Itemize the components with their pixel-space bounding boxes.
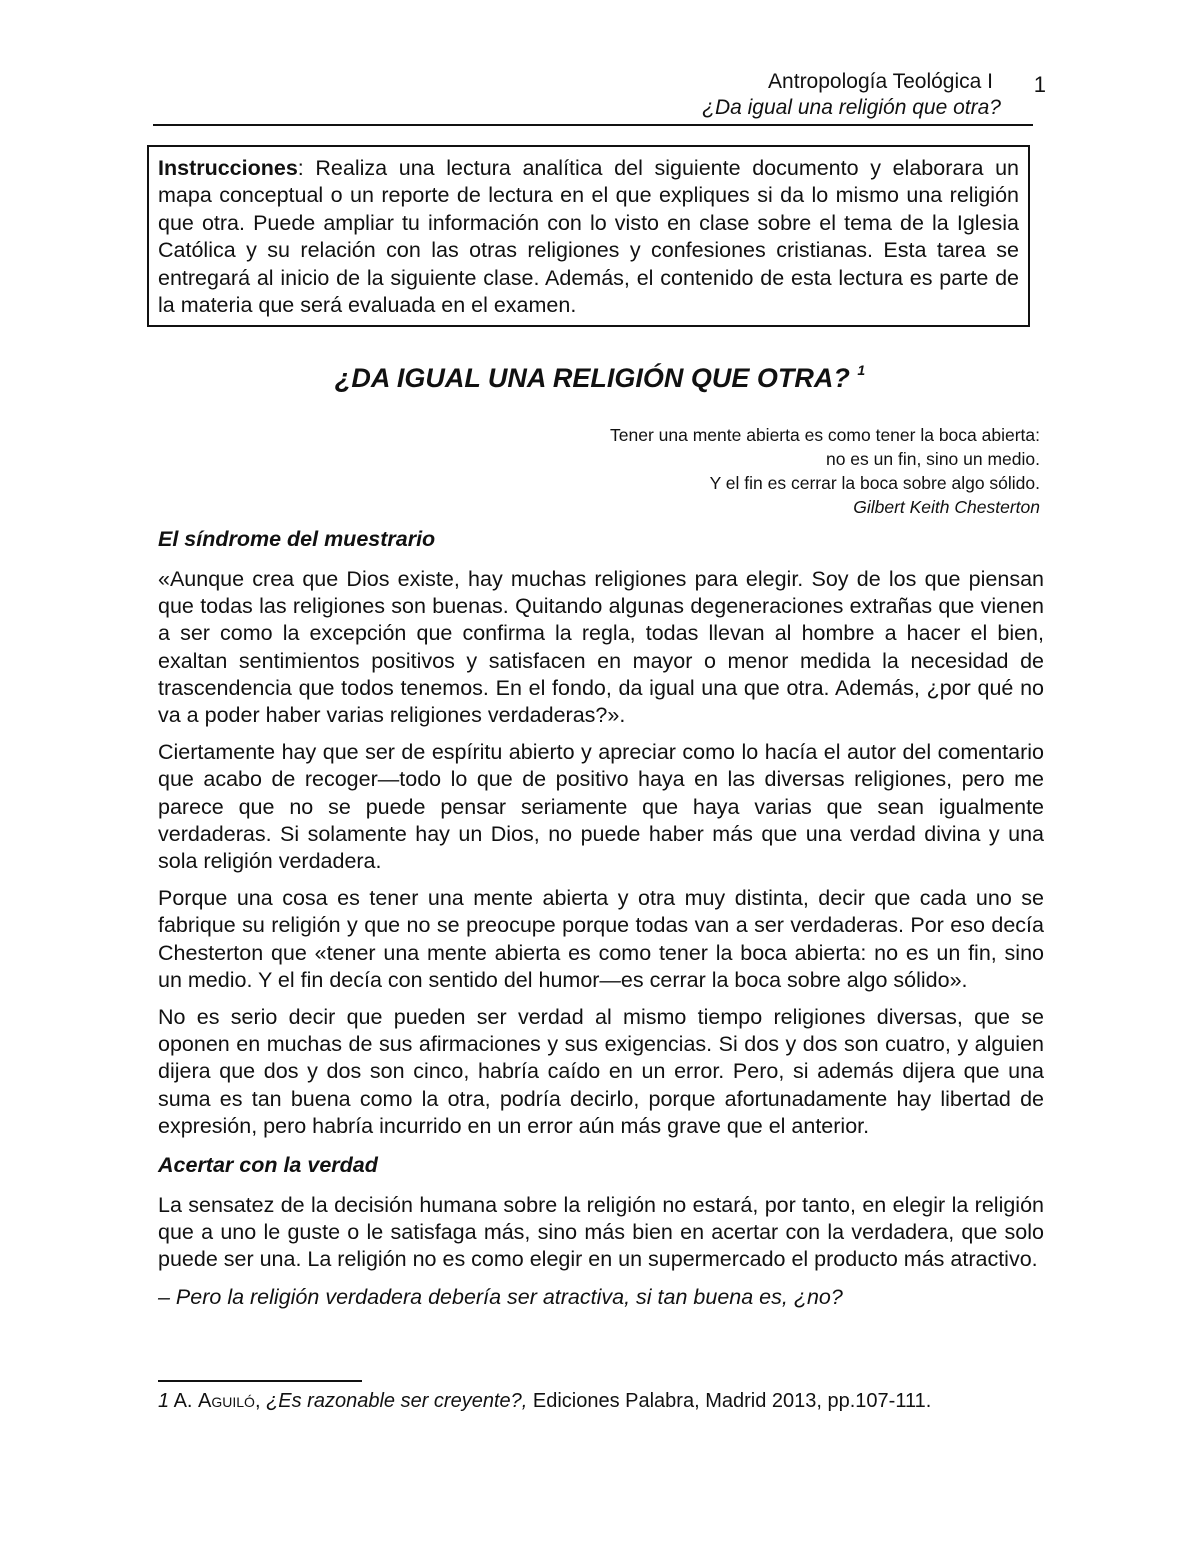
paragraph: Ciertamente hay que ser de espíritu abierto y apreciar como lo hacía el autor del comentario que acabo de recoger—todo lo que de positivo haya en las diversas religiones, pero me parece que no se puede pensar seriamente que haya varias que sean igualmente verdaderas. Si solamente hay un Dios, no puede haber más que una verdad divina y una sola religión verdadera. — [158, 740, 1044, 874]
section-heading: El síndrome del muestrario — [158, 527, 436, 551]
epigraph-author: Gilbert Keith Chesterton — [853, 497, 1040, 517]
paragraph: «Aunque crea que Dios existe, hay muchas religiones para elegir. Soy de los que piensan que todas las religiones son buenas. Quitando algunas degeneraciones extrañas que vienen a ser como la excepción que confirma la regla, todas llevan al hombre a hacer el bien, exaltan sentimientos positivos y satisfacen en mayor o menor medida la necesidad de trascendencia que todos tenemos. En el fondo, da igual una que otra. Además, ¿por qué no va a poder haber varias religiones verdaderas?». — [158, 567, 1044, 728]
document-title — [0, 362, 1200, 394]
title-footnote-mark[interactable]: 1 — [857, 362, 866, 378]
footnote-book-title: ¿Es razonable ser creyente?, — [266, 1390, 528, 1412]
instructions-box — [147, 145, 1030, 327]
section-heading: Acertar con la verdad — [158, 1153, 378, 1178]
footnote-author-surname: Aguiló — [198, 1390, 255, 1412]
page-header — [153, 66, 1046, 126]
footnote-author-initial: A. — [173, 1390, 199, 1412]
page-number: 1 — [1033, 72, 1046, 97]
dialog-line: – Pero la religión verdadera debería ser atractiva, si tan buena es, ¿no? — [158, 1284, 843, 1309]
epigraph — [610, 423, 1040, 519]
footnote-rule — [158, 1380, 362, 1382]
course-title: Antropología Teológica I — [768, 70, 993, 93]
instructions-label: Instrucciones — [158, 156, 298, 180]
instructions-text: : Realiza una lectura analítica del siguiente documento y elaborara un mapa conceptual o un reporte de lectura en el que expliques si da lo mismo una religión que otra. Puede ampliar tu información con lo visto en clase sobre el tema de la Iglesia Católica y su relación con las otras religiones y confesiones cristianas. Esta tarea se entregará al inicio de la siguiente clase. Además, el contenido de esta lectura es parte de la materia que será evaluada en el examen. — [158, 156, 1019, 318]
paragraph: No es serio decir que pueden ser verdad al mismo tiempo religiones diversas, que se oponen en muchas de sus afirmaciones y sus exigencias. Si dos y dos son cuatro, y alguien dijera que dos y dos son cinco, habría caído en un error. Pero, si además dijera que una suma es tan buena como la otra, podría decirlo, porque afortunadamente hay libertad de expresión, pero habría incurrido en un error aún más grave que el anterior. — [158, 1005, 1044, 1138]
epigraph-line: Tener una mente abierta es como tener la boca abierta: — [610, 425, 1040, 445]
footnote-separator: , — [254, 1390, 267, 1412]
epigraph-line: Y el fin es cerrar la boca sobre algo sólido. — [709, 473, 1040, 493]
body-content — [158, 524, 1044, 1321]
footnote-publication: Ediciones Palabra, Madrid 2013, pp.107-111. — [527, 1390, 932, 1412]
paragraph: La sensatez de la decisión humana sobre la religión no estará, por tanto, en elegir la religión que a uno le guste o le satisfaga más, sino más bien en acertar con la verdadera, que solo puede ser una. La religión no es como elegir en un supermercado el producto más atractivo. — [158, 1193, 1044, 1272]
title-text: ¿DA IGUAL UNA RELIGIÓN QUE OTRA? — [334, 363, 850, 393]
epigraph-line: no es un fin, sino un medio. — [825, 449, 1040, 469]
footnote — [158, 1388, 931, 1414]
footnote-number: 1 — [158, 1390, 170, 1412]
header-subtitle: ¿Da igual una religión que otra? — [702, 96, 1001, 119]
paragraph: Porque una cosa es tener una mente abierta y otra muy distinta, decir que cada uno se fabrique su religión y que no se preocupe porque todas van a ser verdaderas. Por eso decía Chesterton que «tener una mente abierta es como tener la boca abierta: no es un fin, sino un medio. Y el fin decía con sentido del humor—es cerrar la boca sobre algo sólido». — [158, 886, 1044, 992]
